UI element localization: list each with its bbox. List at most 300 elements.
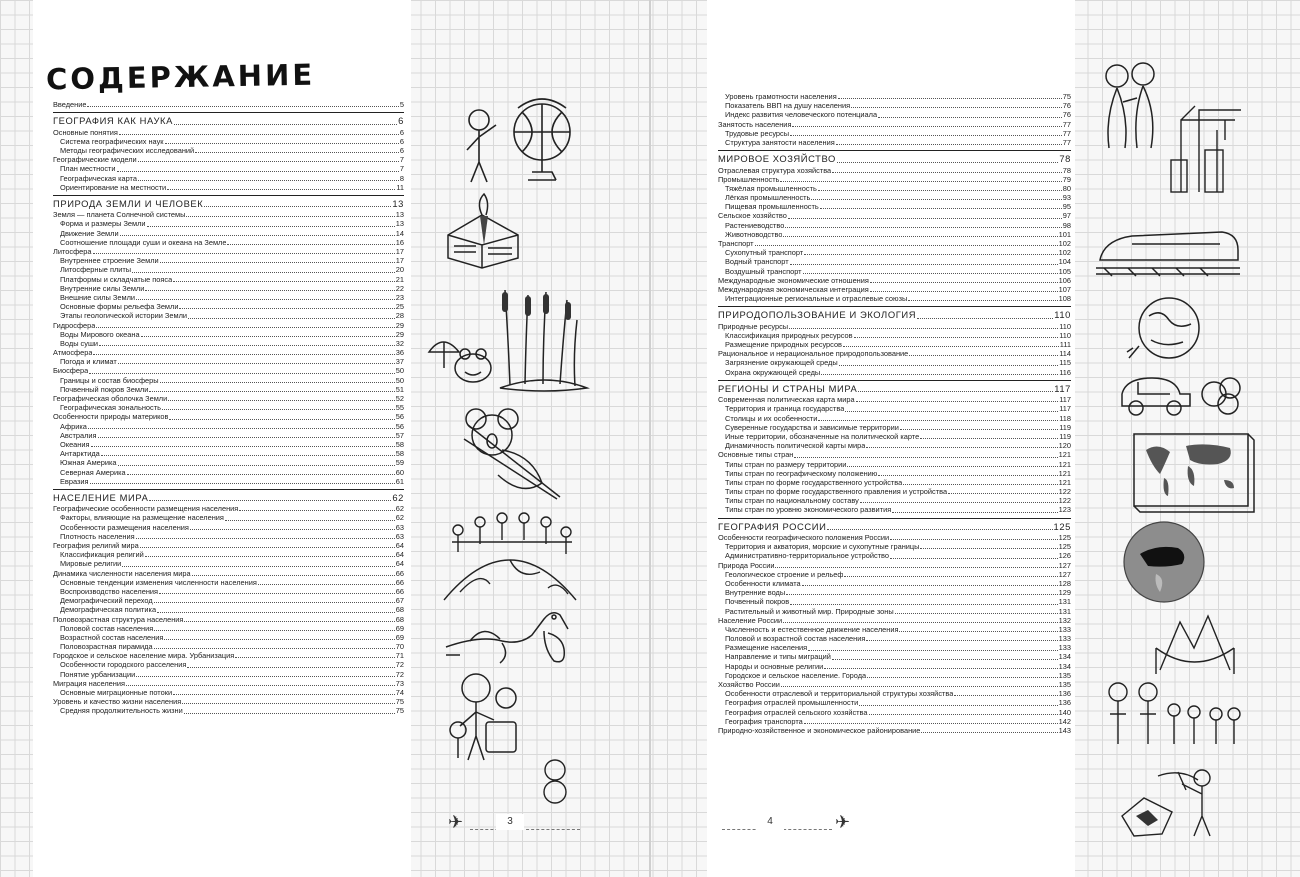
toc-entry-page: 127	[1058, 560, 1071, 570]
toc-entry-title: Растениеводство	[725, 220, 785, 230]
toc-entry	[718, 460, 1071, 469]
toc-entry-title: Погода и климат	[60, 357, 117, 367]
toc-entry-title: РЕГИОНЫ И СТРАНЫ МИРА	[718, 382, 858, 394]
toc-entry	[53, 275, 404, 284]
toc-entry-page: 134	[1058, 652, 1071, 662]
dot-leader	[789, 328, 1058, 329]
dot-leader	[147, 226, 395, 227]
toc-entry-page: 102	[1058, 239, 1071, 248]
toc-entry-title: География отраслей сельского хозяйства	[725, 707, 868, 717]
dot-leader	[169, 419, 394, 420]
dot-leader	[851, 107, 1062, 108]
toc-entry-page: 73	[395, 678, 404, 688]
toc-entry-title: Атмосфера	[53, 348, 93, 358]
dot-leader	[803, 273, 1058, 274]
toc-entry-title: Типы стран по национальному составу	[725, 496, 859, 506]
toc-entry-page: 7	[399, 164, 404, 174]
toc-entry-title: Особенности размещения населения	[60, 522, 189, 532]
toc-entry	[718, 92, 1071, 101]
family-figures-illustration	[1104, 678, 1244, 748]
toc-entry	[53, 229, 404, 238]
toc-entry-page: 63	[395, 531, 404, 541]
toc-entry	[718, 597, 1071, 606]
toc-left-column	[53, 100, 404, 716]
toc-entry	[718, 450, 1071, 459]
toc-entry-page: 127	[1058, 569, 1071, 579]
toc-entry-page: 66	[395, 586, 404, 596]
toc-entry-title: ГЕОГРАФИЯ РОССИИ	[718, 520, 827, 532]
dot-leader	[856, 401, 1059, 402]
toc-entry-page: 123	[1058, 505, 1071, 515]
toc-entry-page: 16	[395, 237, 404, 247]
toc-entry-title: Воспроизводство населения	[60, 586, 159, 596]
toc-entry-title: Показатель ВВП на душу населения	[725, 101, 851, 111]
toc-entry-page: 20	[395, 265, 404, 275]
dot-leader	[808, 650, 1057, 651]
toc-entry-page: 14	[395, 228, 404, 238]
toc-entry	[718, 110, 1071, 119]
toc-entry-title: Размещение населения	[725, 643, 808, 653]
dot-leader	[160, 382, 395, 383]
toc-entry-page: 125	[1058, 542, 1071, 552]
toc-entry	[53, 100, 404, 109]
toc-entry	[53, 670, 404, 679]
toc-entry-page: 119	[1059, 422, 1071, 432]
toc-entry	[718, 708, 1071, 717]
dot-leader	[820, 208, 1062, 209]
dot-leader	[149, 500, 391, 501]
dot-leader	[138, 180, 399, 181]
toc-section-heading	[718, 306, 1071, 321]
toc-entry-title: Основные тенденции изменения численности населения	[60, 577, 257, 587]
toc-entry-title: НАСЕЛЕНИЕ МИРА	[53, 491, 149, 503]
toc-entry-page: 17	[395, 247, 404, 257]
toc-entry-title: Половой состав населения	[60, 623, 154, 633]
toc-entry-page: 75	[1062, 91, 1071, 101]
toc-entry	[53, 431, 404, 440]
dot-leader	[854, 337, 1059, 338]
toc-entry-title: Гидросфера	[53, 320, 96, 330]
toc-entry-page: 6	[399, 145, 404, 155]
toc-entry-page: 136	[1058, 689, 1071, 699]
toc-entry-title: Мировые религии	[60, 559, 122, 569]
toc-entry-title: Занятость населения	[718, 119, 792, 129]
earth-character-illustration	[1125, 290, 1210, 365]
dot-leader	[188, 318, 395, 319]
dot-leader	[145, 556, 395, 557]
dot-leader	[843, 346, 1059, 347]
toc-section-heading	[53, 112, 404, 127]
toc-entry-page: 72	[395, 669, 404, 679]
toc-entry	[718, 653, 1071, 662]
toc-entry	[718, 625, 1071, 634]
toc-entry-title: Загрязнение окружающей среды	[725, 358, 838, 368]
toc-entry	[53, 624, 404, 633]
dot-leader	[195, 152, 399, 153]
toc-entry-title: Геологическое строение и рельеф	[725, 569, 844, 579]
toc-entry	[53, 651, 404, 660]
toc-right-column	[718, 92, 1071, 735]
dot-leader	[126, 685, 395, 686]
toc-entry-page: 117	[1059, 395, 1071, 405]
toc-entry	[718, 276, 1071, 285]
toc-entry	[53, 311, 404, 320]
toc-entry-title: Биосфера	[53, 366, 89, 376]
toc-entry	[53, 238, 404, 247]
dot-leader	[818, 420, 1058, 421]
toc-entry	[718, 634, 1071, 643]
toc-entry	[53, 550, 404, 559]
toc-entry-page: 78	[1059, 153, 1071, 165]
toc-entry	[53, 137, 404, 146]
dot-leader	[101, 455, 395, 456]
toc-entry	[718, 643, 1071, 652]
toc-entry-page: 128	[1058, 578, 1071, 588]
hammock-mountains-illustration	[1150, 608, 1240, 678]
toc-entry-page: 121	[1058, 450, 1071, 460]
toc-entry-page: 32	[395, 338, 404, 348]
toc-entry	[53, 688, 404, 697]
toc-entry-page: 143	[1058, 725, 1071, 735]
toc-entry-title: Территория и граница государства	[725, 404, 845, 414]
dot-leader	[192, 575, 395, 576]
toc-entry-title: Антарктида	[60, 449, 100, 459]
toc-entry-page: 70	[395, 642, 404, 652]
dot-leader	[122, 566, 394, 567]
dot-leader	[154, 602, 395, 603]
toc-entry-page: 129	[1058, 588, 1071, 598]
dot-leader	[165, 143, 399, 144]
dot-leader	[235, 657, 394, 658]
toc-entry-page: 59	[395, 458, 404, 468]
toc-entry-title: Литосферные плиты	[60, 265, 132, 275]
toc-entry-title: Демографический переход	[60, 596, 153, 606]
toc-entry-page: 77	[1062, 128, 1071, 138]
dot-leader	[780, 181, 1061, 182]
toc-entry-title: Динамика численности населения мира	[53, 568, 191, 578]
toc-entry-page: 67	[395, 596, 404, 606]
toc-entry-title: Географические особенности размещения населения	[53, 504, 239, 514]
toc-entry	[53, 284, 404, 293]
toc-entry-page: 69	[395, 632, 404, 642]
toc-entry	[718, 469, 1071, 478]
dot-leader	[920, 438, 1058, 439]
toc-entry-page: 117	[1054, 382, 1071, 394]
toc-entry-page: 13	[395, 210, 404, 220]
dot-leader	[860, 502, 1058, 503]
toc-entry-title: Городское и сельское население. Города	[725, 670, 867, 680]
toc-entry-title: Возрастной состав населения	[60, 632, 164, 642]
frog-and-reeds-illustration	[425, 280, 590, 395]
toc-entry	[53, 385, 404, 394]
toc-entry	[718, 368, 1071, 377]
dot-leader	[87, 106, 398, 107]
dot-leader	[145, 290, 394, 291]
toc-entry	[718, 441, 1071, 450]
dot-leader	[818, 190, 1062, 191]
toc-entry	[718, 616, 1071, 625]
dot-leader	[811, 199, 1061, 200]
toc-entry	[53, 449, 404, 458]
dot-leader	[903, 484, 1057, 485]
dot-leader	[788, 218, 1062, 219]
toc-entry	[718, 285, 1071, 294]
toc-entry-page: 13	[395, 219, 404, 229]
toc-section-heading	[718, 380, 1071, 395]
construction-cranes-illustration	[1165, 100, 1245, 195]
page-number-left: 3	[496, 814, 524, 830]
toc-entry	[718, 533, 1071, 542]
dot-leader	[920, 548, 1057, 549]
toc-entry-page: 104	[1058, 257, 1071, 267]
toc-entry	[53, 605, 404, 614]
world-map-illustration	[1130, 430, 1255, 515]
dot-leader	[179, 308, 394, 309]
dot-leader	[93, 354, 394, 355]
toc-entry-page: 56	[395, 421, 404, 431]
toc-entry-page: 125	[1058, 533, 1071, 543]
dot-leader	[239, 510, 394, 511]
dot-leader	[867, 677, 1057, 678]
paper-plane-icon: ✈	[835, 812, 851, 832]
toc-entry-page: 64	[395, 559, 404, 569]
dot-leader	[790, 264, 1058, 265]
toc-entry	[718, 138, 1071, 147]
toc-entry-title: ГЕОГРАФИЯ КАК НАУКА	[53, 115, 173, 127]
toc-entry-page: 79	[1062, 174, 1071, 184]
toc-entry-page: 132	[1058, 615, 1071, 625]
toc-entry-title: Ориентирование на местности	[60, 182, 167, 192]
toc-entry	[718, 184, 1071, 193]
toc-entry-title: Географическая карта	[60, 173, 137, 183]
dot-leader	[824, 668, 1057, 669]
toc-entry-title: Основные типы стран	[718, 450, 794, 460]
toc-entry	[718, 193, 1071, 202]
dot-leader	[869, 714, 1058, 715]
toc-entry	[53, 128, 404, 137]
dot-leader	[847, 466, 1057, 467]
toc-entry-title: Численность и естественное движение населения	[725, 624, 899, 634]
toc-entry	[718, 570, 1071, 579]
toc-entry-title: Народы и основные религии	[725, 661, 824, 671]
toc-entry-page: 6	[399, 136, 404, 146]
toc-entry-title: Австралия	[60, 430, 97, 440]
dot-leader	[870, 282, 1058, 283]
toc-entry-title: Типы стран по размеру территории	[725, 459, 847, 469]
toc-entry-page: 13	[392, 197, 404, 209]
toc-section-heading	[718, 150, 1071, 165]
toc-entry-page: 97	[1062, 211, 1071, 221]
toc-entry-page: 37	[395, 357, 404, 367]
toc-entry-page: 135	[1058, 670, 1071, 680]
toc-entry-page: 6	[399, 127, 404, 137]
high-speed-train-illustration	[1092, 210, 1242, 280]
dot-leader	[164, 639, 394, 640]
toc-entry-title: Почвенный покров Земли	[60, 384, 149, 394]
toc-entry-page: 50	[395, 366, 404, 376]
toc-entry-title: Промышленность	[718, 174, 780, 184]
dot-leader	[173, 694, 395, 695]
toc-entry	[53, 330, 404, 339]
miner-with-pickaxe-illustration	[1118, 760, 1233, 840]
toc-entry-page: 69	[395, 623, 404, 633]
toc-entry-page: 11	[396, 182, 404, 192]
dot-leader	[783, 236, 1057, 237]
toc-entry-page: 110	[1059, 321, 1071, 331]
dot-leader	[804, 254, 1057, 255]
dot-leader	[182, 703, 395, 704]
dot-leader	[140, 547, 395, 548]
toc-entry-title: Система географических наук	[60, 136, 164, 146]
dot-leader	[184, 713, 395, 714]
dot-leader	[775, 567, 1057, 568]
toc-entry-title: Трудовые ресурсы	[725, 128, 790, 138]
dot-leader	[162, 409, 395, 410]
toc-entry	[53, 615, 404, 624]
toc-entry-title: Особенности отраслевой и территориальной структуры хозяйства	[725, 689, 954, 699]
toc-entry	[53, 504, 404, 513]
dot-leader	[921, 732, 1057, 733]
toc-entry-page: 75	[395, 706, 404, 716]
toc-entry-page: 29	[395, 320, 404, 330]
toc-entry-page: 5	[399, 99, 404, 109]
toc-entry-page: 102	[1058, 248, 1071, 258]
dot-leader	[866, 640, 1057, 641]
dot-leader	[870, 291, 1058, 292]
toc-entry	[53, 477, 404, 486]
dot-leader	[821, 374, 1058, 375]
toc-entry-page: 8	[399, 173, 404, 183]
toc-entry-title: Типы стран по форме государственного правления и устройства	[725, 487, 948, 497]
toc-entry	[53, 697, 404, 706]
toc-entry	[53, 394, 404, 403]
dot-leader	[892, 512, 1057, 513]
toc-entry-title: Основные миграционные потоки	[60, 688, 173, 698]
kids-around-globe-illustration	[440, 510, 580, 605]
toc-entry-title: География транспорта	[725, 716, 803, 726]
toc-entry-title: Природные ресурсы	[718, 321, 789, 331]
toc-entry-title: Рациональное и нерациональное природопользование	[718, 349, 909, 359]
dot-leader	[90, 483, 395, 484]
toc-entry-page: 125	[1053, 520, 1071, 532]
dot-leader	[859, 705, 1057, 706]
toc-entry-title: МИРОВОЕ ХОЗЯЙСТВО	[718, 153, 836, 165]
toc-entry	[53, 587, 404, 596]
toc-entry-title: Внутренние воды	[725, 588, 786, 598]
toc-entry	[53, 706, 404, 715]
toc-entry	[718, 423, 1071, 432]
toc-entry-page: 106	[1058, 275, 1071, 285]
dot-leader	[204, 206, 391, 207]
toc-entry-title: Форма и размеры Земли	[60, 219, 146, 229]
toc-entry-title: Внутреннее строение Земли	[60, 256, 159, 266]
toc-entry	[718, 671, 1071, 680]
toc-entry-page: 76	[1062, 110, 1071, 120]
toc-entry	[53, 578, 404, 587]
dot-leader	[149, 391, 394, 392]
toc-entry-page: 76	[1062, 101, 1071, 111]
toc-entry-title: Иные территории, обозначенные на политической карте	[725, 431, 920, 441]
toc-entry-page: 98	[1062, 220, 1071, 230]
toc-entry-title: Географическая оболочка Земли	[53, 394, 168, 404]
toc-entry-title: Основные понятия	[53, 127, 118, 137]
dot-leader	[917, 318, 1053, 319]
toc-entry-title: Пищевая промышленность	[725, 202, 819, 212]
dot-leader	[783, 622, 1057, 623]
toc-entry-page: 133	[1058, 643, 1071, 653]
toc-entry-page: 105	[1058, 266, 1071, 276]
dot-leader	[794, 457, 1057, 458]
dot-leader	[909, 355, 1058, 356]
toc-entry-title: ПРИРОДОПОЛЬЗОВАНИЕ И ЭКОЛОГИЯ	[718, 309, 917, 321]
toc-entry	[53, 468, 404, 477]
dot-leader	[174, 124, 397, 125]
toc-entry-title: Внутренние силы Земли	[60, 283, 145, 293]
toc-entry-title: Северная Америка	[60, 467, 126, 477]
toc-entry-page: 64	[395, 550, 404, 560]
dot-leader	[225, 520, 395, 521]
toc-entry-title: Методы географических исследований	[60, 145, 195, 155]
toc-entry	[718, 358, 1071, 367]
dot-leader	[785, 227, 1061, 228]
toc-entry-title: Отраслевая структура хозяйства	[718, 165, 832, 175]
toc-entry-page: 62	[395, 513, 404, 523]
toc-entry-title: Столицы и их особенности	[725, 413, 818, 423]
toc-entry	[718, 414, 1071, 423]
toc-entry	[53, 321, 404, 330]
dot-leader	[93, 253, 395, 254]
dot-leader	[890, 558, 1058, 559]
dot-leader	[136, 299, 395, 300]
dot-leader	[844, 576, 1057, 577]
toc-entry-title: Административно-территориальное устройство	[725, 551, 890, 561]
dot-leader	[173, 281, 395, 282]
toc-entry-page: 135	[1058, 680, 1071, 690]
toc-entry	[718, 166, 1071, 175]
toc-entry-title: Хозяйство России	[718, 680, 780, 690]
toc-entry	[53, 247, 404, 256]
toc-entry	[53, 532, 404, 541]
toc-entry	[53, 569, 404, 578]
dot-leader	[858, 391, 1053, 392]
dot-leader	[786, 594, 1057, 595]
toc-entry	[718, 340, 1071, 349]
toc-entry-page: 75	[395, 697, 404, 707]
toc-entry-page: 52	[395, 394, 404, 404]
dot-leader	[96, 327, 394, 328]
globe-russia-illustration	[1120, 518, 1208, 606]
dot-leader	[954, 695, 1057, 696]
toc-entry-title: Типы стран по форме государственного устройства	[725, 477, 903, 487]
toc-entry-title: Особенности географического положения России	[718, 533, 890, 543]
toc-entry-title: Международная экономическая интеграция	[718, 284, 869, 294]
footer-dash-left	[470, 829, 580, 830]
toc-entry	[53, 422, 404, 431]
toc-entry-page: 115	[1059, 358, 1071, 368]
toc-entry	[53, 660, 404, 669]
toc-entry-title: Факторы, влияющие на размещение населения	[60, 513, 224, 523]
toc-entry-page: 51	[395, 384, 404, 394]
book-gutter	[649, 0, 651, 877]
toc-entry	[53, 403, 404, 412]
dot-leader	[136, 676, 394, 677]
toc-entry-page: 122	[1058, 496, 1071, 506]
toc-entry-title: Этапы геологической истории Земли	[60, 311, 188, 321]
toc-entry-title: Демографическая политика	[60, 605, 157, 615]
dot-leader	[157, 612, 395, 613]
toc-entry-page: 17	[395, 256, 404, 266]
dot-leader	[89, 373, 395, 374]
